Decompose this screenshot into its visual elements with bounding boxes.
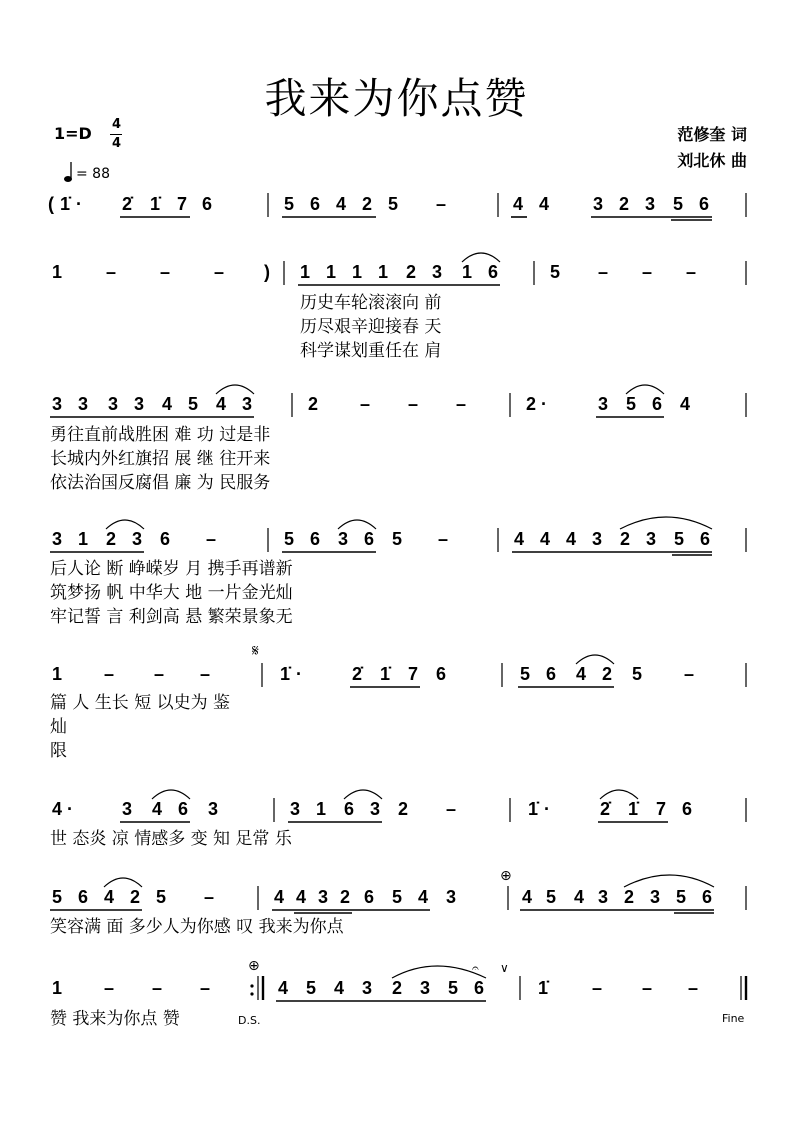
dash: – xyxy=(642,262,653,282)
note: 6 xyxy=(682,799,693,819)
note: 5 xyxy=(448,978,459,998)
note: 3 xyxy=(318,887,329,907)
lyricist-role: 词 xyxy=(730,125,747,144)
note: 2 xyxy=(392,978,403,998)
note: 4 xyxy=(334,978,345,998)
note: 1 xyxy=(352,262,363,282)
note: 6 xyxy=(700,529,711,549)
dash: – xyxy=(206,529,217,549)
fine-marking: Fine xyxy=(722,1012,745,1025)
note: 3 xyxy=(598,394,609,414)
lyric-line: 笑容满 面 多少人为你感 叹 我来为你点 xyxy=(50,917,344,937)
note: 6 xyxy=(488,262,499,282)
note: 4 xyxy=(52,799,63,819)
note: 5 xyxy=(626,394,637,414)
note: 3 xyxy=(362,978,373,998)
note: 7 xyxy=(408,664,419,684)
slur xyxy=(624,875,714,887)
note: 1 xyxy=(300,262,311,282)
note: 3 xyxy=(593,194,604,214)
system-5 xyxy=(50,641,746,761)
dash: – xyxy=(598,262,609,282)
dash: – xyxy=(436,194,447,214)
note: 1̇ xyxy=(528,799,539,819)
slur xyxy=(626,385,664,394)
note: 3 xyxy=(108,394,119,414)
slur xyxy=(216,385,254,394)
slur xyxy=(576,655,614,664)
note: 2 xyxy=(526,394,537,414)
note: 4 xyxy=(574,887,585,907)
note: 5 xyxy=(52,887,63,907)
note: 3 xyxy=(290,799,301,819)
dash: – xyxy=(408,394,419,414)
repeat-bracket: ( xyxy=(48,194,54,214)
note: 3 xyxy=(598,887,609,907)
system-1 xyxy=(48,193,746,220)
note: 4 xyxy=(216,394,227,414)
note: 3 xyxy=(208,799,219,819)
dash: – xyxy=(446,799,457,819)
note: 2 xyxy=(130,887,141,907)
system-7 xyxy=(50,868,746,937)
note: 3 xyxy=(134,394,145,414)
note: 3 xyxy=(645,194,656,214)
note: 6 xyxy=(178,799,189,819)
dash: – xyxy=(106,262,117,282)
note: 6 xyxy=(702,887,713,907)
note: 3 xyxy=(52,394,63,414)
note: 1 xyxy=(52,978,63,998)
note: 4 xyxy=(513,194,524,214)
note: 3 xyxy=(446,887,457,907)
note: 3 xyxy=(432,262,443,282)
note: 4 xyxy=(566,529,577,549)
note: 5 xyxy=(676,887,687,907)
note: 1̇ xyxy=(60,194,71,214)
note: 6 xyxy=(160,529,171,549)
coda-icon: ⊕ xyxy=(248,958,260,974)
repeat-dot xyxy=(250,992,253,995)
note: 4 xyxy=(418,887,429,907)
lyric-line: 篇 人 生长 短 以史为 鉴 xyxy=(50,693,231,713)
system-4 xyxy=(50,517,746,627)
note: 4 xyxy=(152,799,163,819)
note: 7 xyxy=(177,194,188,214)
segno-icon: 𝄋 xyxy=(252,641,259,660)
dash: – xyxy=(456,394,467,414)
dash: – xyxy=(686,262,697,282)
note: 3 xyxy=(52,529,63,549)
note: 4 xyxy=(576,664,587,684)
dot: · xyxy=(67,799,73,819)
note: 1 xyxy=(316,799,327,819)
note: 4 xyxy=(274,887,285,907)
lyric-line: 历尽艰辛迎接春 天 xyxy=(300,317,442,337)
note: 3 xyxy=(78,394,89,414)
note: 3 xyxy=(420,978,431,998)
note: 2 xyxy=(106,529,117,549)
note: 6 xyxy=(652,394,663,414)
lyric-line: 灿 xyxy=(50,717,67,737)
note: 5 xyxy=(284,529,295,549)
lyric-line: 科学谋划重任在 肩 xyxy=(300,341,442,361)
dash: – xyxy=(152,978,163,998)
slur xyxy=(152,790,190,799)
note: 3 xyxy=(592,529,603,549)
note: 6 xyxy=(310,194,321,214)
note: 6 xyxy=(436,664,447,684)
lyric-line: 牢记誓 言 利剑高 悬 繁荣景象无 xyxy=(50,607,293,627)
note: 4 xyxy=(522,887,533,907)
note: 5 xyxy=(306,978,317,998)
dash: – xyxy=(684,664,695,684)
note: 6 xyxy=(310,529,321,549)
time-signature-bottom: 4 xyxy=(112,136,122,151)
breath-mark: ∨ xyxy=(500,961,509,975)
lyric-line: 世 态炎 凉 情感多 变 知 足常 乐 xyxy=(50,829,292,849)
note: 5 xyxy=(156,887,167,907)
composer-name: 刘北休 xyxy=(677,151,726,170)
note: 6 xyxy=(699,194,710,214)
note: 2̇ xyxy=(600,799,611,819)
note: 5 xyxy=(632,664,643,684)
system-6 xyxy=(50,790,746,849)
note: 6 xyxy=(364,887,375,907)
note: 1 xyxy=(378,262,389,282)
note: 5 xyxy=(392,887,403,907)
lyric-line: 长城内外红旗招 展 继 往开来 xyxy=(50,449,271,469)
dot: · xyxy=(76,194,82,214)
dash: – xyxy=(104,664,115,684)
note: 7 xyxy=(656,799,667,819)
note: 1̇ xyxy=(280,664,291,684)
song-title: 我来为你点赞 xyxy=(264,74,529,123)
lyric-line: 筑梦扬 帆 中华大 地 一片金光灿 xyxy=(50,583,293,603)
note: 6 xyxy=(546,664,557,684)
note: 4 xyxy=(680,394,691,414)
note: 2̇ xyxy=(352,664,363,684)
note: 2 xyxy=(624,887,635,907)
dash: – xyxy=(204,887,215,907)
note: 3 xyxy=(338,529,349,549)
note: 1 xyxy=(462,262,473,282)
dash: – xyxy=(360,394,371,414)
note: 3 xyxy=(132,529,143,549)
dot: · xyxy=(544,799,550,819)
lyric-line: 赞 我来为你点 赞 xyxy=(50,1009,180,1029)
note: 2 xyxy=(340,887,351,907)
key-signature: 1=D xyxy=(54,124,92,143)
note: 6 xyxy=(474,978,485,998)
note: 1 xyxy=(78,529,89,549)
slur xyxy=(338,520,376,529)
note: 5 xyxy=(392,529,403,549)
lyric-line: 依法治国反腐倡 廉 为 民服务 xyxy=(50,473,271,493)
note: 4 xyxy=(514,529,525,549)
dash: – xyxy=(200,978,211,998)
note: 6 xyxy=(364,529,375,549)
slur xyxy=(620,517,712,529)
note: 1 xyxy=(52,664,63,684)
note: 5 xyxy=(388,194,399,214)
note: 3 xyxy=(646,529,657,549)
dash: – xyxy=(160,262,171,282)
note: 2̇ xyxy=(122,194,133,214)
dash: – xyxy=(214,262,225,282)
system-2 xyxy=(52,253,746,361)
tempo-marking: = 88 xyxy=(76,166,110,182)
system-8 xyxy=(50,958,746,1029)
note: 5 xyxy=(188,394,199,414)
dash: – xyxy=(592,978,603,998)
repeat-bracket-close: ) xyxy=(264,262,270,282)
dash: – xyxy=(200,664,211,684)
note: 4 xyxy=(296,887,307,907)
note: 3 xyxy=(122,799,133,819)
note: 4 xyxy=(104,887,115,907)
dash: – xyxy=(154,664,165,684)
note: 5 xyxy=(674,529,685,549)
note: 2 xyxy=(602,664,613,684)
lyric-line: 勇往直前战胜困 难 功 过是非 xyxy=(50,425,271,445)
coda-icon: ⊕ xyxy=(500,868,512,884)
lyric-line: 限 xyxy=(50,741,67,761)
slur xyxy=(104,878,142,887)
note: 6 xyxy=(202,194,213,214)
note: 1 xyxy=(326,262,337,282)
note: 2 xyxy=(362,194,373,214)
fermata-icon: 𝄐 xyxy=(472,961,479,975)
note: 5 xyxy=(673,194,684,214)
lyricist-name: 范修奎 xyxy=(677,125,726,144)
ds-marking: D.S. xyxy=(238,1014,261,1027)
note: 4 xyxy=(162,394,173,414)
note: 1̇ xyxy=(628,799,639,819)
time-signature-top: 4 xyxy=(112,117,122,132)
lyric-line: 历史车轮滚滚向 前 xyxy=(300,293,442,313)
note: 2 xyxy=(619,194,630,214)
note: 6 xyxy=(344,799,355,819)
note: 2 xyxy=(308,394,319,414)
dot: · xyxy=(541,394,547,414)
composer-role: 曲 xyxy=(730,151,747,170)
dash: – xyxy=(438,529,449,549)
note: 2 xyxy=(620,529,631,549)
note: 2 xyxy=(406,262,417,282)
lyric-line: 后人论 断 峥嵘岁 月 携手再谱新 xyxy=(50,559,293,579)
note: 5 xyxy=(546,887,557,907)
note: 1̇ xyxy=(150,194,161,214)
dash: – xyxy=(642,978,653,998)
note: 1 xyxy=(52,262,63,282)
note: 5 xyxy=(550,262,561,282)
note: 5 xyxy=(520,664,531,684)
note: 4 xyxy=(539,194,550,214)
note: 5 xyxy=(284,194,295,214)
slur xyxy=(462,253,500,262)
note: 3 xyxy=(370,799,381,819)
dot: · xyxy=(296,664,302,684)
note: 6 xyxy=(78,887,89,907)
dash: – xyxy=(688,978,699,998)
note: 4 xyxy=(336,194,347,214)
slur xyxy=(600,790,638,799)
note: 2 xyxy=(398,799,409,819)
note: 3 xyxy=(650,887,661,907)
note: 3 xyxy=(242,394,253,414)
note: 1̇ xyxy=(380,664,391,684)
note: 4 xyxy=(540,529,551,549)
repeat-dot xyxy=(250,984,253,987)
note: 1̇ xyxy=(538,978,549,998)
slur xyxy=(106,520,144,529)
system-3 xyxy=(50,385,746,493)
dash: – xyxy=(104,978,115,998)
slur xyxy=(344,790,382,799)
note: 4 xyxy=(278,978,289,998)
